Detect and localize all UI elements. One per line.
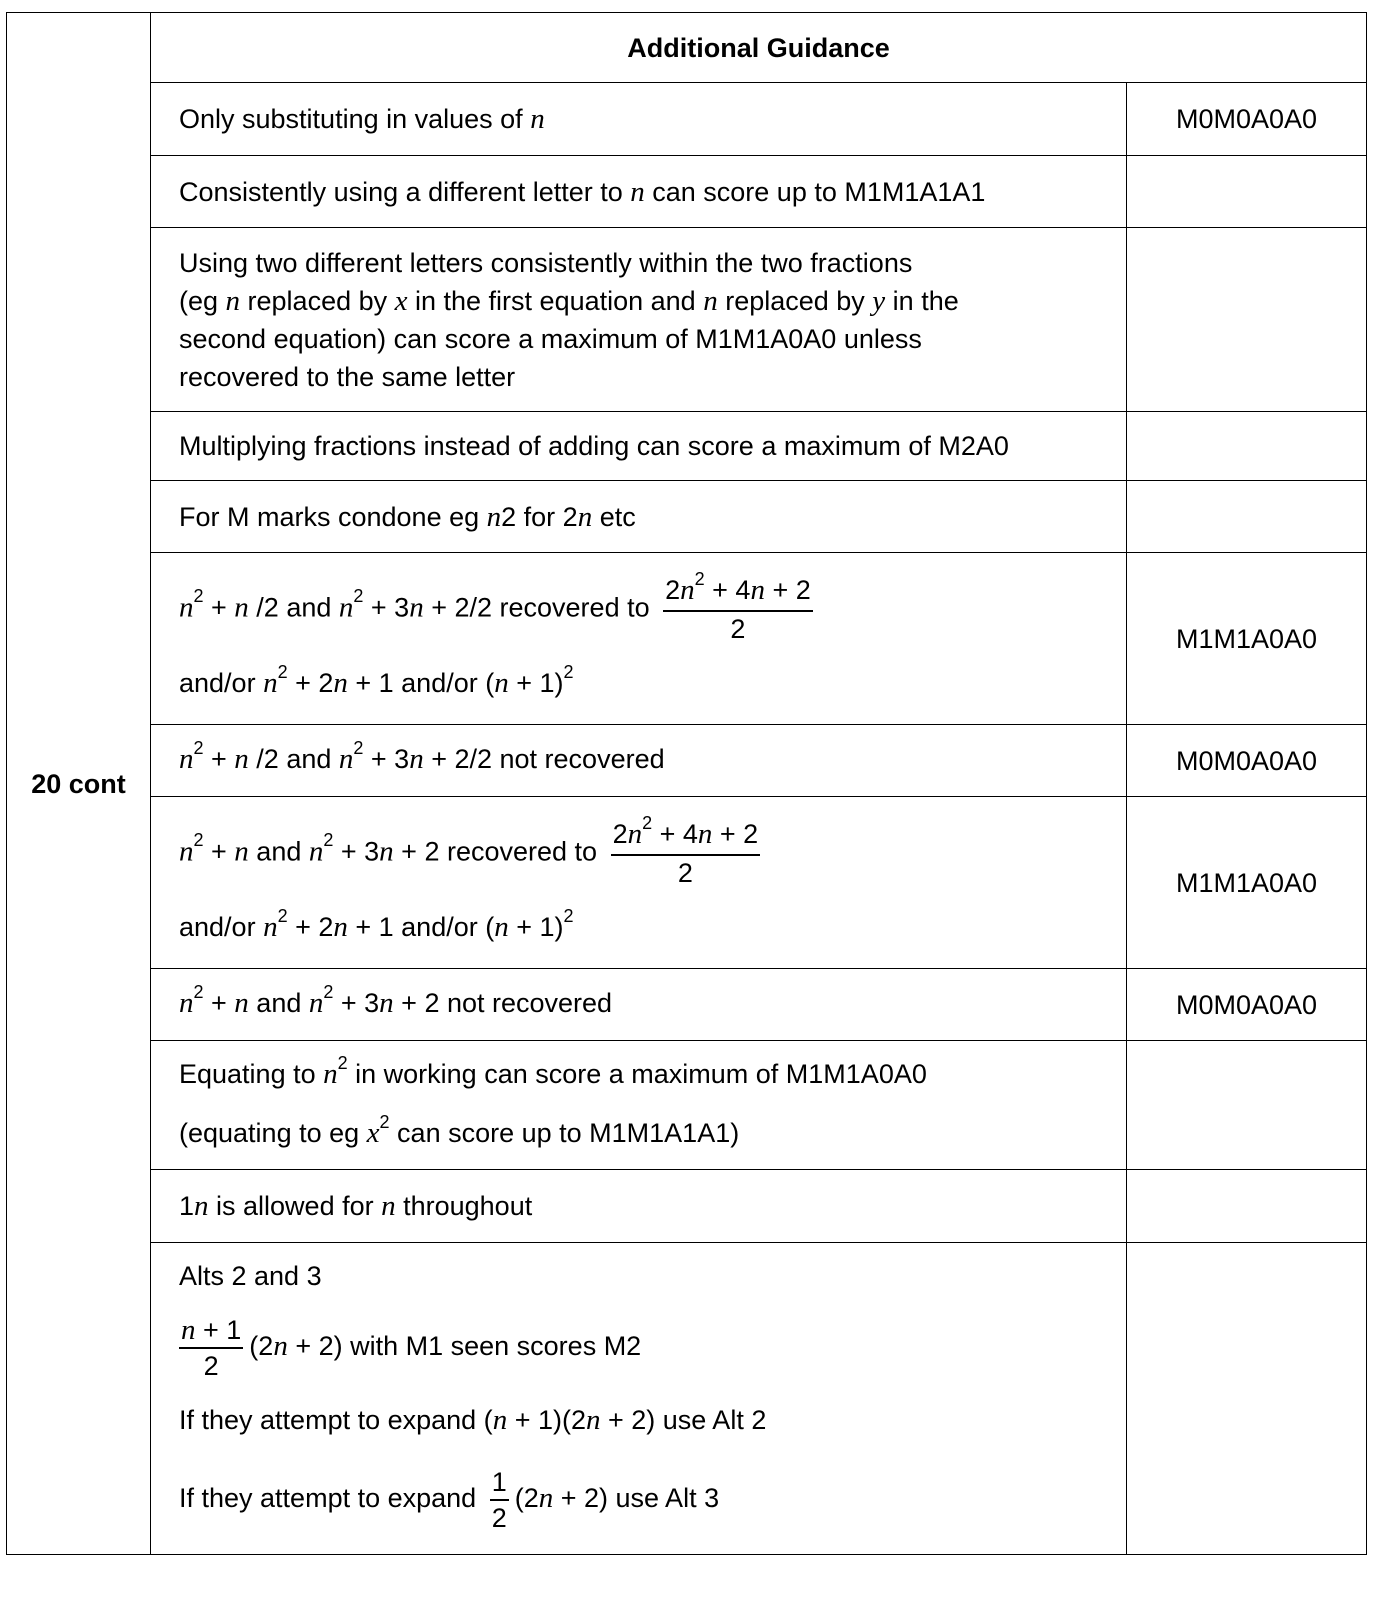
guidance-cell: $n^2 + n$ /2 and $n^2 + 3n + 2/2$ recovered to $\frac{2n^2 + 4n + 2}{2}$ and/or $n^2 + 2n + 1$ and/or $(n + 1)^2$: [151, 553, 1127, 725]
table-row: [7, 1170, 1367, 1243]
table-header: Additional Guidance: [151, 13, 1367, 83]
guidance-cell: $n^2 + n$ /2 and $n^2 + 3n + 2/2$ not recovered: [151, 725, 1127, 797]
guidance-cell: For M marks condone eg n2 for 2n etc: [151, 481, 1127, 553]
fraction: $\frac{2n^2 + 4n + 2}{2}$: [665, 568, 811, 644]
mark-cell: [1127, 1170, 1367, 1243]
table-row: [7, 412, 1367, 481]
question-number: 20 cont: [7, 13, 151, 1555]
table-row: [7, 1041, 1367, 1170]
table-row: [7, 553, 1367, 725]
mark-cell: [1127, 1041, 1367, 1170]
table-row: [7, 156, 1367, 228]
mark-cell: [1127, 1243, 1367, 1555]
fraction: $\frac{n + 1}{2}$: [181, 1314, 242, 1381]
guidance-cell: $n^2 + n$ and $n^2 + 3n + 2$ recovered to $\frac{2n^2 + 4n + 2}{2}$ and/or $n^2 + 2n + 1$ and/or $(n + 1)^2$: [151, 797, 1127, 969]
guidance-cell: $n^2 + n$ and $n^2 + 3n + 2$ not recovered: [151, 969, 1127, 1041]
guidance-cell: Consistently using a different letter to n can score up to M1M1A1A1: [151, 156, 1127, 228]
fraction: $\frac{2n^2 + 4n + 2}{2}$: [612, 812, 759, 888]
guidance-cell: 1n is allowed for n throughout: [151, 1170, 1127, 1243]
mark-cell: [1127, 156, 1367, 228]
table-row: [7, 725, 1367, 797]
guidance-table: [6, 12, 1367, 1555]
guidance-cell: Only substituting in values of n: [151, 83, 1127, 156]
mark-cell: [1127, 481, 1367, 553]
table-row: [7, 1243, 1367, 1555]
table-row: [7, 969, 1367, 1041]
mark-cell: M0M0A0A0: [1127, 725, 1367, 797]
mark-cell: M0M0A0A0: [1127, 969, 1367, 1041]
guidance-cell: Using two different letters consistently within the two fractions (eg n replaced by x in the first equation and n replaced by y in the second equation) can score a maximum of M1M1A0A0 unless recovered to the same letter: [151, 228, 1127, 412]
table-row: [7, 797, 1367, 969]
mark-cell: M0M0A0A0: [1127, 83, 1367, 156]
guidance-cell: Multiplying fractions instead of adding can score a maximum of M2A0: [151, 412, 1127, 481]
table-row: [7, 481, 1367, 553]
guidance-cell: Equating to $n^2$ in working can score a maximum of M1M1A0A0 (equating to eg $x^2$ can score up to M1M1A1A1): [151, 1041, 1127, 1170]
table-row: [7, 83, 1367, 156]
table-row: [7, 228, 1367, 412]
mark-cell: [1127, 412, 1367, 481]
mark-cell: [1127, 228, 1367, 412]
mark-cell: M1M1A0A0: [1127, 797, 1367, 969]
mark-cell: M1M1A0A0: [1127, 553, 1367, 725]
fraction: $\frac{1}{2}$: [491, 1467, 507, 1533]
guidance-cell: Alts 2 and 3 $\frac{n + 1}{2}$ (2n + 2) with M1 seen scores M2 If they attempt to expand (n + 1)(2n + 2) use Alt 2 If they attempt to expand $\frac{1}{2}$ (2n + 2) use Alt 3: [151, 1243, 1127, 1555]
